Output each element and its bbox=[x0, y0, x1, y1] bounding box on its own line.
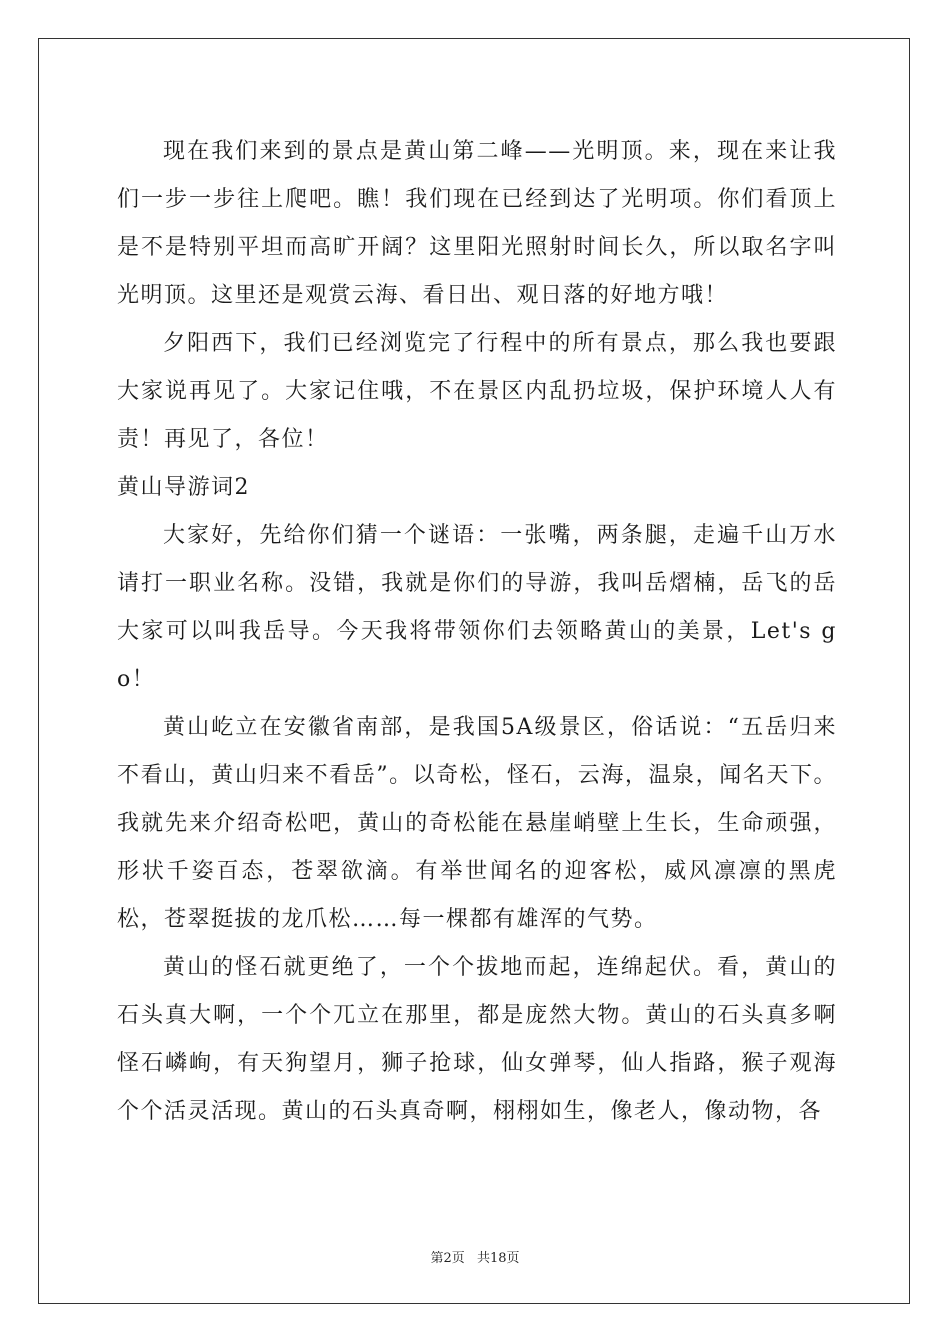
section-heading: 黄山导游词2 bbox=[117, 475, 250, 500]
document-body bbox=[117, 128, 837, 1136]
paragraph-pines: 黄山屹立在安徽省南部，是我国5A级景区，俗话说：“五岳归来不看山，黄山归来不看岳”。以奇松，怪石，云海，温泉，闻名天下。我就先来介绍奇松吧，黄山的奇松能在悬崖峭壁上生长，生命顽强，形状千姿百态，苍翠欲滴。有举世闻名的迎客松，威风凛凛的黑虎松，苍翠挺拔的龙爪松……每一棵都有雄浑的气势。 bbox=[117, 715, 837, 932]
paragraph-greeting: 大家好，先给你们猜一个谜语：一张嘴，两条腿，走遍千山万水请打一职业名称。没错，我就是你们的导游，我叫岳熠楠，岳飞的岳大家可以叫我岳导。今天我将带领你们去领略黄山的美景，Let's go！ bbox=[117, 523, 837, 692]
page-footer bbox=[0, 1247, 950, 1266]
paragraph-rocks: 黄山的怪石就更绝了，一个个拔地而起，连绵起伏。看，黄山的石头真大啊，一个个兀立在那里，都是庞然大物。黄山的石头真多啊怪石嶙峋，有天狗望月，狮子抢球，仙女弹琴，仙人指路，猴子观海个个活灵活现。黄山的石头真奇啊，栩栩如生，像老人，像动物，各 bbox=[117, 955, 837, 1124]
paragraph-guangmingding: 现在我们来到的景点是黄山第二峰——光明顶。来，现在来让我们一步一步往上爬吧。瞧！我们现在已经到达了光明项。你们看顶上是不是特别平坦而高旷开阔？这里阳光照射时间长久，所以取名字叫光明顶。这里还是观赏云海、看日出、观日落的好地方哦！ bbox=[117, 139, 837, 308]
paragraph-farewell: 夕阳西下，我们已经浏览完了行程中的所有景点，那么我也要跟大家说再见了。大家记住哦，不在景区内乱扔垃圾，保护环境人人有责！再见了，各位！ bbox=[117, 331, 837, 452]
page-total: 共18页 bbox=[476, 1251, 520, 1266]
page-number: 第2页 bbox=[430, 1251, 465, 1266]
